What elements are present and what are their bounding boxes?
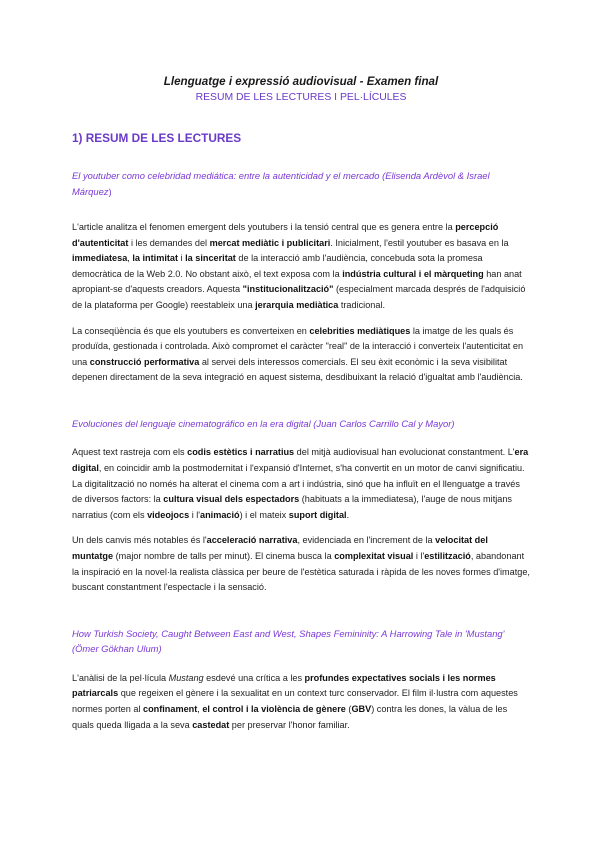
document-subtitle: RESUM DE LES LECTURES I PEL·LÍCULES (195, 92, 407, 103)
article-mustang (72, 626, 530, 733)
article-title: How Turkish Society, Caught Between East and West, Shapes Femininity: A Harrowing Tale in 'Mustang' (Ömer Gökhan Ulum) (72, 627, 505, 655)
article-paragraph: Un dels canvis més notables és l'acceleració narrativa, evidenciada en l'increment de la velocitat del muntatge (major nombre de talls per minut). El cinema busca la complexitat visual i l'estilització, abandonant la inspiració en la novel·la realista clàssica per beure de l'estètica saturada i ràpida de les noves formes d'imatge, buscant constantment l'espectacle i la sensació. (72, 535, 530, 593)
article-cinema-digital (72, 416, 530, 596)
section-heading: 1) RESUM DE LES LECTURES (72, 131, 242, 145)
article-title: El youtuber como celebridad mediática: entre la autenticidad y el mercado (Elisenda Ardèvol & Israel Márquez) (72, 170, 490, 197)
article-title: Evoluciones del lenguaje cinematográfico en la era digital (Juan Carlos Carrillo Cal y Mayor) (72, 417, 455, 429)
article-paragraph: L'anàlisi de la pel·lícula Mustang esdevé una crítica a les profundes expectatives socials i les normes patriarcals que regeixen el gènere i la sexualitat en un context turc conservador. El film il·lustra com aquestes normes porten al confinament, el control i la violència de gènere (GBV) contra les dones, la vàlua de les quals queda lligada a la seva castedat per preservar l'honor familiar. (72, 672, 518, 730)
article-paragraph: Aquest text rastreja com els codis estètics i narratius del mitjà audiovisual han evolucionat constantment. L'era digital, en coincidir amb la postmodernitat i l'expansió d'Internet, s'ha convertit en un motor de canvi significatiu. La digitalització no només ha alterat el cinema com a art i indústria, sinó que ha influït en el llenguatge a través de diversos factors: la cultura visual dels espectadors (habituats a la immediatesa), l'auge de nous mitjans narratius (com els videojocs i l'animació) i el mateix suport digital. (72, 447, 529, 520)
article-paragraph: La conseqüència és que els youtubers es converteixen en celebrities mediàtiques la imatge de les quals és produïda, gestionada i controlada. Això compromet el caràcter "real" de la interacció i converteix l'autenticitat en una construcció performativa al servei dels interessos comercials. El seu èxit econòmic i la seva visibilitat depenen directament de la seva integració en aquest sistema, desdibuixant la relació d'igualtat amb l'audiència. (72, 325, 524, 383)
document-title: Llenguatge i expressió audiovisual - Examen final (163, 75, 439, 88)
article-youtuber (72, 168, 530, 386)
article-paragraph: L'article analitza el fenomen emergent dels youtubers i la tensió central que es genera entre la percepció d'autenticitat i les demandes del mercat mediàtic i publicitari. Inicialment, l'estil youtuber es basava en la immediatesa, la intimitat i la sinceritat de la interacció amb l'audiència, concebuda sota la promesa democràtica de la Web 2.0. No obstant això, el text exposa com la indústria cultural i el màrqueting han anat apropiant-se d'aquests creadors. Aquesta "institucionalització" (especialment marcada després de l'adquisició de la plataforma per Google) reestableix una jerarquia mediàtica tradicional. (72, 222, 526, 310)
